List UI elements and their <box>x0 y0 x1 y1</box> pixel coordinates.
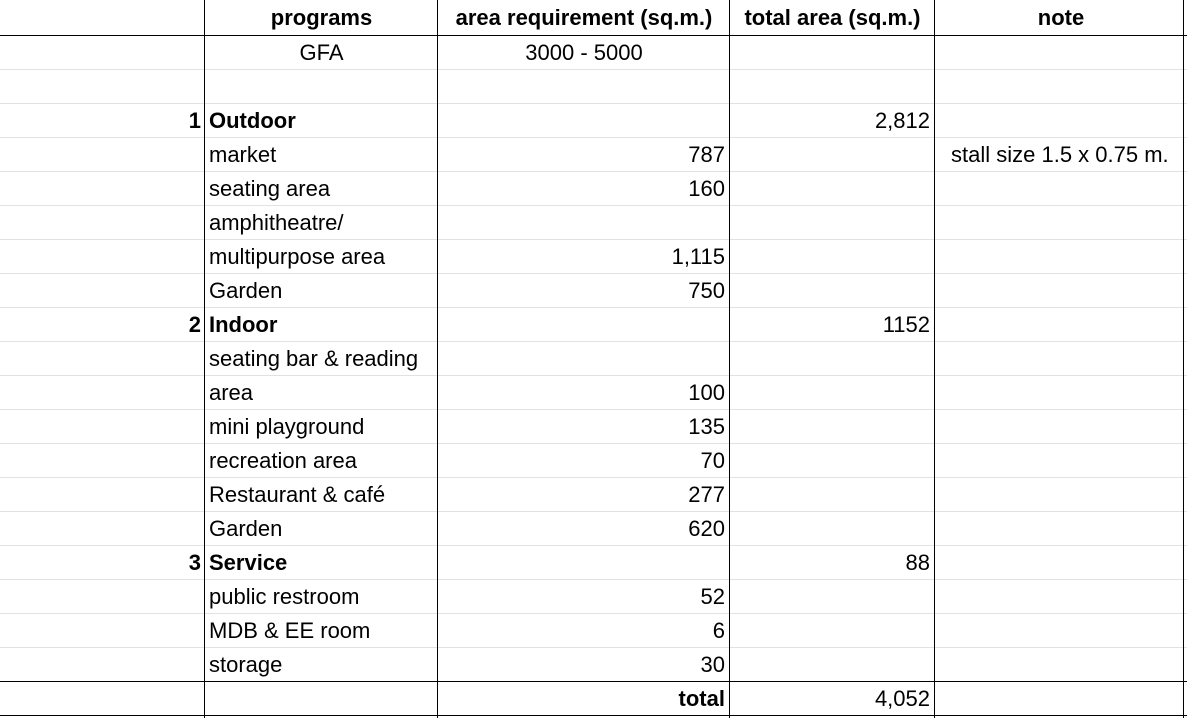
table-row <box>0 580 1187 614</box>
gfa-label-cell[interactable]: GFA <box>299 40 344 65</box>
table-row <box>0 512 1187 546</box>
cell-program[interactable]: Restaurant & café <box>209 482 386 507</box>
column-divider <box>1183 0 1184 718</box>
cell-requirement[interactable]: 1,115 <box>671 244 725 269</box>
cell-total[interactable] <box>730 512 935 546</box>
gfa-value-cell[interactable]: 3000 - 5000 <box>525 40 643 65</box>
cell-total[interactable] <box>730 172 935 206</box>
cell-program[interactable]: Service <box>209 550 288 575</box>
cell-total[interactable] <box>730 580 935 614</box>
row-divider <box>0 613 1187 614</box>
cell-program[interactable]: multipurpose area <box>209 244 386 269</box>
row-divider <box>0 341 1187 342</box>
cell-note[interactable] <box>935 444 1187 478</box>
cell-number[interactable] <box>0 274 205 308</box>
cell-note[interactable] <box>935 614 1187 648</box>
cell-program[interactable]: seating bar & reading <box>209 346 419 371</box>
row-divider <box>0 477 1187 478</box>
row-divider <box>0 35 1187 36</box>
cell-requirement[interactable] <box>438 342 730 376</box>
cell-requirement[interactable] <box>438 104 730 138</box>
table-row <box>0 342 1187 376</box>
cell-number[interactable] <box>0 36 205 70</box>
table-row <box>0 410 1187 444</box>
cell-total[interactable] <box>730 444 935 478</box>
cell-total[interactable] <box>730 376 935 410</box>
section-row <box>0 104 1187 138</box>
row-divider <box>0 69 1187 70</box>
cell-requirement[interactable]: 6 <box>712 618 725 643</box>
cell-program[interactable]: recreation area <box>209 448 357 473</box>
row-divider <box>0 171 1187 172</box>
table-row <box>0 376 1187 410</box>
cell-number[interactable] <box>0 580 205 614</box>
row-divider <box>0 647 1187 648</box>
row-divider <box>0 239 1187 240</box>
cell-total[interactable] <box>730 342 935 376</box>
header-row <box>0 1 1187 35</box>
cell-number[interactable] <box>0 444 205 478</box>
cell-program[interactable]: area <box>209 380 254 405</box>
cell-total[interactable]: 1152 <box>882 312 930 337</box>
cell-requirement[interactable]: 160 <box>688 176 725 201</box>
cell-number[interactable] <box>0 70 205 104</box>
cell-note[interactable] <box>935 512 1187 546</box>
cell-total[interactable] <box>730 614 935 648</box>
gfa-row <box>0 36 1187 70</box>
cell-program[interactable]: Outdoor <box>209 108 296 133</box>
cell-note[interactable] <box>935 682 1187 716</box>
cell-note[interactable] <box>935 342 1187 376</box>
column-divider <box>437 0 438 718</box>
cell-number[interactable] <box>0 648 205 682</box>
cell-total[interactable] <box>730 36 935 70</box>
total-value-cell[interactable]: 4,052 <box>874 686 930 711</box>
row-divider <box>0 307 1187 308</box>
cell-note[interactable] <box>935 36 1187 70</box>
column-divider <box>204 0 205 718</box>
cell-note[interactable] <box>935 172 1187 206</box>
cell-program[interactable]: seating area <box>209 176 331 201</box>
cell-program[interactable]: amphitheatre/ <box>209 210 344 235</box>
cell-note[interactable] <box>935 308 1187 342</box>
cell-program[interactable]: storage <box>209 652 283 677</box>
row-divider <box>0 137 1187 138</box>
row-divider <box>0 545 1187 546</box>
table-row <box>0 206 1187 240</box>
header-cell-note[interactable]: note <box>1037 5 1085 30</box>
row-divider <box>0 375 1187 376</box>
row-divider <box>0 681 1187 682</box>
cell-note[interactable] <box>935 206 1187 240</box>
cell-requirement[interactable]: 52 <box>700 584 725 609</box>
cell-number[interactable] <box>0 682 205 716</box>
cell-number[interactable]: 1 <box>188 108 201 133</box>
row-divider <box>0 511 1187 512</box>
cell-note[interactable] <box>935 410 1187 444</box>
cell-program[interactable] <box>205 682 438 716</box>
cell-total[interactable]: 88 <box>905 550 930 575</box>
cell-number[interactable] <box>0 206 205 240</box>
cell-requirement[interactable]: 70 <box>700 448 725 473</box>
cell-total[interactable] <box>730 274 935 308</box>
cell-requirement[interactable]: 100 <box>688 380 725 405</box>
empty-row <box>0 70 1187 104</box>
cell-requirement[interactable] <box>438 308 730 342</box>
cell-note[interactable] <box>935 546 1187 580</box>
cell-note[interactable] <box>935 580 1187 614</box>
cell-total[interactable]: 2,812 <box>874 108 930 133</box>
cell-program[interactable]: market <box>209 142 277 167</box>
cell-number[interactable] <box>0 240 205 274</box>
cell-requirement[interactable]: 135 <box>688 414 725 439</box>
row-divider <box>0 715 1187 716</box>
table-row <box>0 240 1187 274</box>
cell-note[interactable] <box>935 478 1187 512</box>
cell-total[interactable] <box>730 410 935 444</box>
cell-requirement[interactable]: 30 <box>700 652 725 677</box>
cell-requirement[interactable] <box>438 206 730 240</box>
header-cell-number[interactable] <box>0 1 205 35</box>
cell-number[interactable] <box>0 138 205 172</box>
row-divider <box>0 205 1187 206</box>
cell-number[interactable] <box>0 172 205 206</box>
section-row <box>0 308 1187 342</box>
cell-program[interactable]: Garden <box>209 516 283 541</box>
cell-number[interactable]: 2 <box>188 312 201 337</box>
cell-number[interactable] <box>0 614 205 648</box>
cell-requirement[interactable]: 787 <box>688 142 725 167</box>
cell-note[interactable] <box>935 648 1187 682</box>
cell-note[interactable] <box>935 376 1187 410</box>
cell-total[interactable] <box>730 648 935 682</box>
header-cell-total-area[interactable]: total area (sq.m.) <box>744 5 921 30</box>
header-cell-programs[interactable]: programs <box>270 5 373 30</box>
cell-note[interactable] <box>935 70 1187 104</box>
cell-number[interactable] <box>0 376 205 410</box>
table-row <box>0 274 1187 308</box>
cell-total[interactable] <box>730 206 935 240</box>
cell-number[interactable]: 3 <box>188 550 201 575</box>
table-row <box>0 478 1187 512</box>
column-divider <box>934 0 935 718</box>
cell-program[interactable] <box>205 70 438 104</box>
table-row <box>0 444 1187 478</box>
cell-note[interactable] <box>935 240 1187 274</box>
table-row <box>0 172 1187 206</box>
cell-note[interactable]: stall size 1.5 x 0.75 m. <box>951 142 1169 167</box>
cell-total[interactable] <box>730 138 935 172</box>
cell-requirement[interactable] <box>438 70 730 104</box>
cell-requirement[interactable]: 620 <box>688 516 725 541</box>
header-cell-area-requirement[interactable]: area requirement (sq.m.) <box>455 5 713 30</box>
row-divider <box>0 273 1187 274</box>
column-divider <box>729 0 730 718</box>
table-row <box>0 648 1187 682</box>
cell-number[interactable] <box>0 512 205 546</box>
cell-total[interactable] <box>730 478 935 512</box>
table-row <box>0 138 1187 172</box>
cell-program[interactable]: Indoor <box>209 312 278 337</box>
cell-requirement[interactable]: 750 <box>688 278 725 303</box>
cell-note[interactable] <box>935 104 1187 138</box>
table-row <box>0 614 1187 648</box>
cell-requirement[interactable]: 277 <box>688 482 725 507</box>
cell-number[interactable] <box>0 478 205 512</box>
cell-requirement[interactable] <box>438 546 730 580</box>
cell-program[interactable]: Garden <box>209 278 283 303</box>
cell-total[interactable] <box>730 240 935 274</box>
cell-number[interactable] <box>0 342 205 376</box>
section-row <box>0 546 1187 580</box>
total-label-cell[interactable]: total <box>678 686 725 711</box>
cell-program[interactable]: public restroom <box>209 584 360 609</box>
cell-note[interactable] <box>935 274 1187 308</box>
row-divider <box>0 103 1187 104</box>
row-divider <box>0 443 1187 444</box>
cell-total[interactable] <box>730 70 935 104</box>
total-row <box>0 682 1187 716</box>
row-divider <box>0 579 1187 580</box>
cell-number[interactable] <box>0 410 205 444</box>
row-divider <box>0 409 1187 410</box>
cell-program[interactable]: mini playground <box>209 414 365 439</box>
cell-program[interactable]: MDB & EE room <box>209 618 371 643</box>
